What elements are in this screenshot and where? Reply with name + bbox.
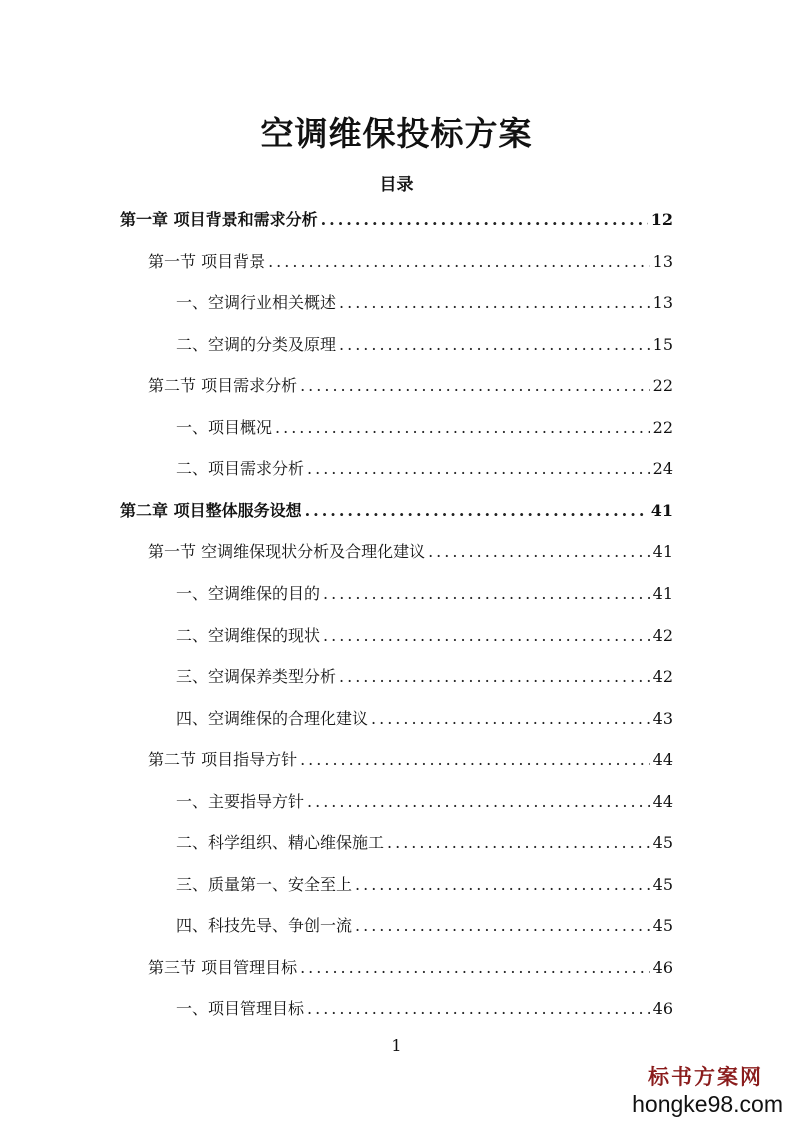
toc-entry-label: 一、项目概况: [176, 417, 273, 437]
watermark-logo: [632, 1066, 783, 1116]
toc-entry[interactable]: [148, 540, 673, 564]
toc-entry[interactable]: [120, 499, 673, 523]
toc-entry[interactable]: [176, 416, 673, 440]
toc-entry-label: 第一章 项目背景和需求分析: [120, 210, 318, 229]
toc-dot-leader: [339, 665, 650, 689]
toc-dot-leader: [339, 291, 650, 315]
toc-entry[interactable]: [176, 333, 673, 357]
toc-entry[interactable]: [148, 956, 673, 980]
toc-entry[interactable]: [148, 748, 673, 772]
toc-entry-label: 第二节 项目指导方针: [148, 750, 298, 770]
toc-entry-label: 一、主要指导方针: [176, 791, 305, 811]
toc-entry-page: 46: [652, 999, 673, 1019]
toc-entry[interactable]: [176, 707, 673, 731]
toc-dot-leader: [323, 582, 650, 606]
watermark-domain: hongke98.com: [632, 1091, 783, 1117]
toc-entry-page: 45: [652, 874, 673, 894]
toc-dot-leader: [355, 873, 650, 897]
page-number: 1: [391, 1036, 402, 1055]
toc-dot-leader: [321, 208, 648, 232]
toc-dot-leader: [371, 707, 650, 731]
toc-entry[interactable]: [176, 291, 673, 315]
toc-entry[interactable]: [148, 374, 673, 398]
toc-entry-label: 四、科技先导、争创一流: [176, 916, 353, 936]
toc-entry-page: 22: [652, 417, 673, 437]
toc-dot-leader: [300, 748, 650, 772]
toc-entry-page: 41: [652, 584, 673, 603]
toc-entry[interactable]: [120, 208, 673, 232]
toc-dot-leader: [307, 997, 650, 1021]
toc-entry-page: 41: [652, 542, 673, 562]
toc-entry-page: 15: [652, 334, 673, 354]
toc-entry-page: 44: [652, 791, 673, 811]
toc-entry-label: 三、质量第一、安全至上: [176, 874, 353, 894]
toc-entry-page: 46: [652, 957, 673, 977]
toc-dot-leader: [307, 457, 650, 481]
toc-entry-page: 43: [652, 708, 673, 728]
watermark-brand: 标书方案网: [648, 1064, 763, 1089]
toc-entry[interactable]: [176, 665, 673, 689]
toc-entry-label: 一、项目管理目标: [176, 999, 305, 1019]
toc-entry[interactable]: [176, 873, 673, 897]
toc-entry-page: 45: [652, 833, 673, 853]
toc-entry-label: 三、空调保养类型分析: [176, 667, 337, 686]
toc-entry[interactable]: [176, 790, 673, 814]
toc-heading: 目录: [379, 175, 414, 195]
toc-entry-label: 第三节 项目管理目标: [148, 957, 298, 977]
toc-entry-page: 42: [652, 625, 673, 645]
toc-dot-leader: [307, 790, 650, 814]
toc-dot-leader: [339, 333, 650, 357]
toc-entry-label: 二、空调的分类及原理: [176, 334, 337, 354]
toc-entry[interactable]: [176, 624, 673, 648]
toc-entry[interactable]: [176, 457, 673, 481]
toc-entry[interactable]: [176, 831, 673, 855]
toc-entry-label: 四、空调维保的合理化建议: [176, 708, 369, 728]
toc-entry-label: 第二章 项目整体服务设想: [120, 500, 302, 520]
toc-entry-page: 12: [650, 210, 673, 229]
toc-entry-label: 第一节 空调维保现状分析及合理化建议: [148, 542, 426, 562]
toc-entry-label: 一、空调维保的目的: [176, 584, 321, 603]
toc-dot-leader: [305, 499, 648, 523]
toc-entry-page: 24: [652, 459, 673, 479]
toc-entry[interactable]: [176, 914, 673, 938]
toc-entry-label: 二、科学组织、精心维保施工: [176, 833, 385, 853]
document-title: 空调维保投标方案: [260, 114, 533, 153]
toc-entry-label: 一、空调行业相关概述: [176, 293, 337, 313]
toc-entry-label: 第一节 项目背景: [148, 251, 266, 271]
toc-entry[interactable]: [148, 250, 673, 274]
toc-entry-page: 22: [652, 376, 673, 396]
toc-entry-label: 第二节 项目需求分析: [148, 376, 298, 396]
toc-entry-label: 二、项目需求分析: [176, 459, 305, 479]
toc-entry-page: 13: [652, 251, 673, 271]
toc-dot-leader: [300, 374, 650, 398]
toc-dot-leader: [300, 956, 650, 980]
toc-dot-leader: [275, 416, 650, 440]
toc-dot-leader: [268, 250, 650, 274]
toc-entry-label: 二、空调维保的现状: [176, 625, 321, 645]
toc-dot-leader: [387, 831, 650, 855]
toc-dot-leader: [428, 540, 650, 564]
toc-entry[interactable]: [176, 997, 673, 1021]
toc-entry-page: 44: [652, 750, 673, 770]
toc-entry[interactable]: [176, 582, 673, 606]
toc-entry-page: 41: [650, 500, 673, 520]
toc-dot-leader: [355, 914, 650, 938]
toc-entry-page: 13: [652, 293, 673, 313]
toc-entry-page: 42: [652, 667, 673, 686]
toc-dot-leader: [323, 624, 650, 648]
toc-entry-page: 45: [652, 916, 673, 936]
